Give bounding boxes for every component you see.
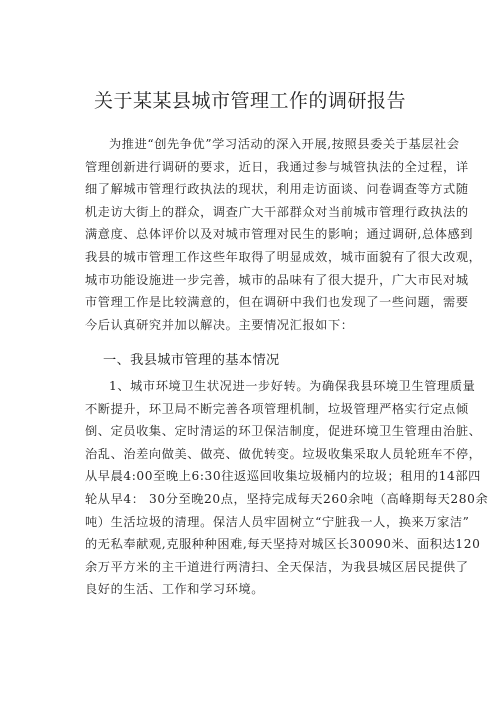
text-line: 治乱、治差向做美、做亮、做优转变。垃圾收集采取人员轮班车不停，	[85, 446, 482, 461]
text-line: 轮从早4： 30分至晚20点，坚持完成每天260余吨（高峰期每天280余	[85, 491, 489, 506]
text-line: 为推进“创先争优”学习活动的深入开展,按照县委关于基层社会	[109, 137, 460, 151]
text-line: 从早晨4:00至晚上6:30往返巡回收集垃圾桶内的垃圾；租用的14部四	[85, 469, 481, 484]
text-line: 满意度、总体评价以及对城市管理对民生的影响；通过调研,总体感到	[85, 227, 474, 242]
text-line: 市管理工作是比较满意的，但在调研中我们也发现了一些问题，需要	[85, 295, 469, 310]
text-line: 的无私奉献观,克服种种困难,每天坚持对城区长30090米、面积达120	[85, 537, 481, 552]
text-line: 1、城市环境卫生状况进一步好转。为确保我县环境卫生管理质量	[109, 379, 476, 393]
text-line: 今后认真研究并加以解决。主要情况汇报如下：	[85, 317, 354, 332]
text-line: 城市功能设施进一步完善，城市的品味有了很大提升，广大市民对城	[85, 272, 469, 287]
text-line: 管理创新进行调研的要求，近日，我通过参与城管执法的全过程，详	[85, 159, 469, 174]
document-title: 关于某某县城市管理工作的调研报告	[93, 90, 406, 112]
text-line: 机走访大街上的群众，调查广大干部群众对当前城市管理行政执法的	[85, 204, 469, 219]
text-line: 细了解城市管理行政执法的现状，利用走访面谈、问卷调查等方式随	[85, 182, 469, 197]
text-line: 良好的生活、工作和学习环境。	[85, 582, 265, 597]
text-line: 余万平方米的主干道进行两清扫、全天保洁，为我县城区居民提供了	[85, 559, 469, 574]
text-line: 我县的城市管理工作这些年取得了明显成效，城市面貌有了很大改观，	[85, 249, 482, 264]
text-line: 不断提升，环卫局不断完善各项管理机制，垃圾管理严格实行定点倾	[85, 401, 469, 416]
intro-paragraph	[85, 133, 482, 336]
section-heading: 一、我县城市管理的基本情况	[103, 353, 280, 368]
section1-paragraph	[85, 375, 489, 601]
text-line: 倒、定员收集、定时清运的环卫保洁制度，促进环境卫生管理由治脏、	[85, 424, 482, 439]
text-line: 吨）生活垃圾的清理。保洁人员牢固树立“宁脏我一人，换来万家洁”	[85, 514, 470, 529]
